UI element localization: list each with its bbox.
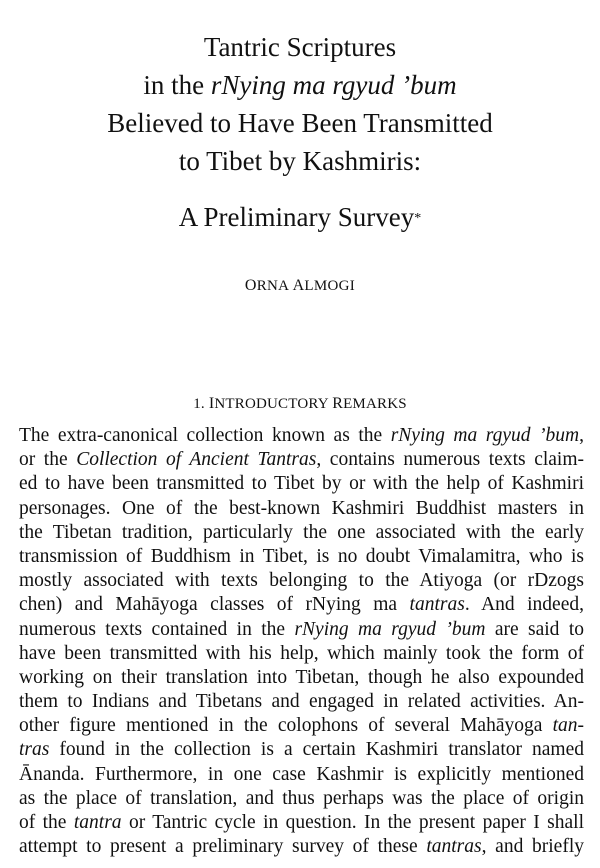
footnote-marker: * [414, 211, 422, 226]
body-paragraph [19, 424, 584, 859]
paper-title [0, 28, 600, 236]
body-line: chen) and Mahāyoga classes of rNying ma tantras. And indeed, [19, 594, 584, 616]
body-line: or the Collection of Ancient Tantras, contains numerous texts claim- [19, 449, 584, 471]
title-line-2: in the rNying ma rgyud ’bum [143, 70, 457, 100]
body-line: them to Indians and Tibetans and engaged in related activities. An- [19, 691, 584, 713]
body-line: personages. One of the best-known Kashmiri Buddhist masters in [19, 497, 584, 519]
body-line: ed to have been transmitted to Tibet by or with the help of Kashmiri [19, 473, 584, 495]
body-line: attempt to present a preliminary survey of these tantras, and briefly [19, 836, 584, 858]
body-line: as the place of translation, and thus perhaps was the place of origin [19, 787, 584, 809]
body-line: of the tantra or Tantric cycle in question. In the present paper I shall [19, 812, 584, 833]
body-line: working on their translation into Tibetan, though he also expounded [19, 666, 584, 688]
body-line: The extra-canonical collection known as the rNying ma rgyud ’bum, [19, 425, 584, 446]
paper-subtitle: A Preliminary Survey* [178, 202, 422, 232]
body-line: other figure mentioned in the colophons of several Mahāyoga tan- [19, 715, 584, 737]
title-line-1: Tantric Scriptures [203, 32, 397, 62]
title-italic-collection: rNying ma rgyud ’bum [210, 70, 457, 100]
section-heading: 1. INTRODUCTORY REMARKS [193, 395, 407, 412]
title-line-3: Believed to Have Been Transmitted [107, 108, 493, 138]
body-line: mostly associated with texts belonging to the Atiyoga (or rDzogs [19, 570, 584, 592]
body-line: transmission of Buddhism in Tibet, is no doubt Vimalamitra, who is [19, 545, 584, 567]
body-line: numerous texts contained in the rNying ma rgyud ’bum are said to [19, 618, 584, 640]
body-line: the Tibetan tradition, particularly the one associated with the early [19, 521, 584, 543]
body-line: tras found in the collection is a certain Kashmiri translator named [19, 739, 584, 761]
title-line-4: to Tibet by Kashmiris: [178, 146, 422, 176]
body-line: have been transmitted with his help, which mainly took the form of [19, 642, 584, 664]
author-name: ORNA ALMOGI [244, 277, 356, 294]
body-line: Ānanda. Furthermore, in one case Kashmir is explicitly mentioned [19, 763, 584, 785]
